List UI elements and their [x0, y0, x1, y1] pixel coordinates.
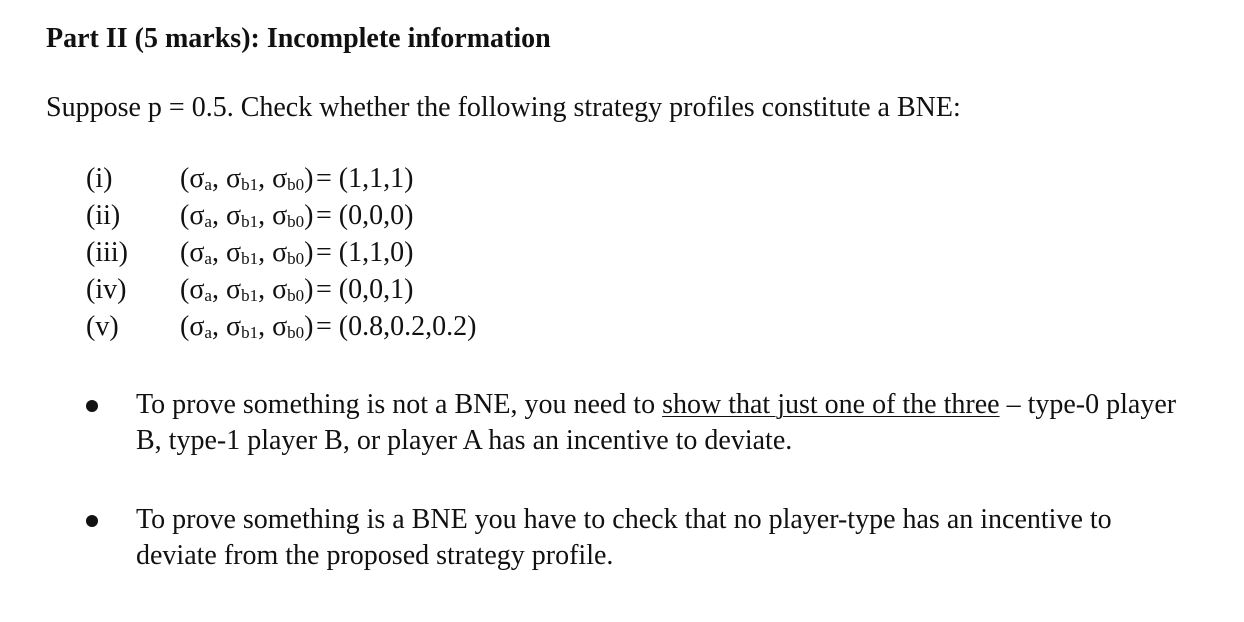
item-number: (v)	[86, 311, 119, 342]
item-number: (iv)	[86, 274, 127, 305]
item-number: (iii)	[86, 237, 128, 268]
bullet-dot-icon	[86, 515, 98, 527]
profile-value: = (0,0,1)	[316, 274, 414, 305]
section-heading: Part II (5 marks): Incomplete information	[46, 23, 551, 54]
bullet-text: To prove something is not a BNE, you need to show that just one of the three – type-0 player B, type-1 player B, or player A has an incentive to deviate.	[136, 389, 1177, 456]
item-number: (i)	[86, 163, 113, 194]
strategy-tuple: ($\sigma_a$, $\sigma_{b1}$, $\sigma_{b0}$)	[180, 311, 314, 342]
profile-value: = (0,0,0)	[316, 200, 414, 231]
strategy-tuple: ($\sigma_a$, $\sigma_{b1}$, $\sigma_{b0}$)	[180, 237, 314, 268]
bullet-dot-icon	[86, 400, 98, 412]
strategy-tuple: ($\sigma_a$, $\sigma_{b1}$, $\sigma_{b0}$)	[180, 200, 314, 231]
underlined-phrase: show that just one of the three	[662, 389, 1000, 420]
profile-value: = (1,1,1)	[316, 163, 414, 194]
profile-value: = (0.8,0.2,0.2)	[316, 311, 477, 342]
strategy-tuple: ($\sigma_a$, $\sigma_{b1}$, $\sigma_{b0}$)	[180, 163, 314, 194]
strategy-tuple: ($\sigma_a$, $\sigma_{b1}$, $\sigma_{b0}$)	[180, 274, 314, 305]
profile-value: = (1,1,0)	[316, 237, 414, 268]
bullet-text: To prove something is a BNE you have to check that no player-type has an incentive to deviate from the proposed strategy profile.	[136, 504, 1112, 571]
item-number: (ii)	[86, 200, 121, 231]
intro-text: Suppose p = 0.5. Check whether the following strategy profiles constitute a BNE:	[46, 92, 961, 123]
